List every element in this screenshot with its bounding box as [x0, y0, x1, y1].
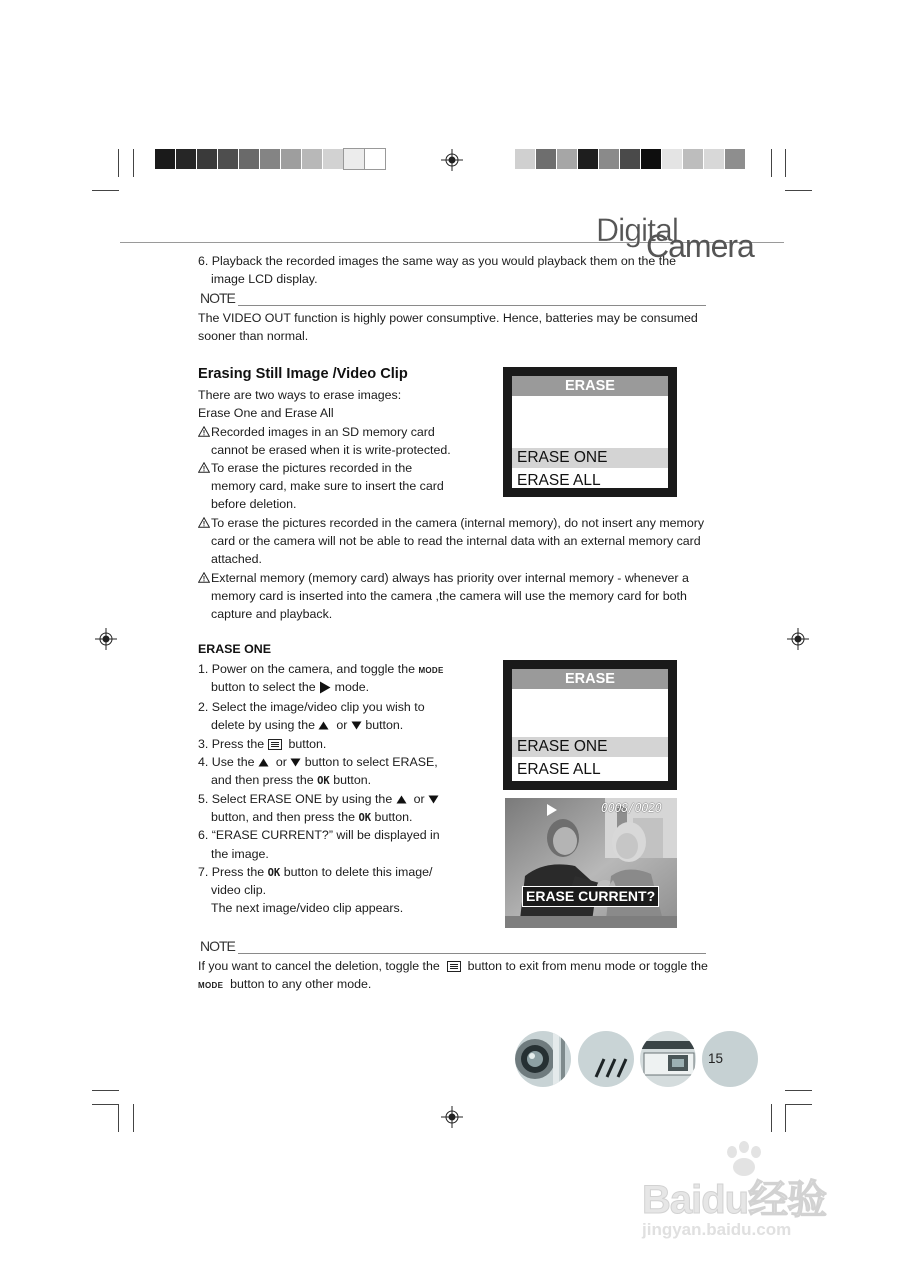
registration-mark-icon	[441, 1106, 463, 1128]
step-4-line-1: 4. Use the or button to select ERASE,	[198, 755, 438, 769]
logo-word-camera: Camera	[646, 228, 754, 264]
note-rule	[238, 305, 706, 306]
image-counter: 0008/0020	[601, 801, 662, 815]
color-swatch	[536, 149, 556, 169]
registration-mark-icon	[95, 628, 117, 650]
color-swatch	[515, 149, 535, 169]
ok-button-symbol: OK	[317, 775, 330, 787]
registration-mark-icon	[441, 149, 463, 171]
watermark-brand: Baidu经验	[642, 1178, 827, 1222]
color-swatch	[260, 149, 280, 169]
logo-word-digital: Digital	[596, 212, 678, 248]
step-1-line-2: button to select the mode.	[211, 680, 370, 694]
menu-title: ERASE	[512, 376, 668, 396]
menu-button-icon	[268, 739, 282, 750]
mode-button-symbol: MODE	[418, 666, 444, 675]
color-swatch	[683, 149, 703, 169]
step-2-line-1: 2. Select the image/video clip you wish to	[198, 700, 425, 714]
intro-line-1: 6. Playback the recorded images the same way as you would playback them on the the	[198, 254, 676, 268]
warning-4-line-1: External memory (memory card) always has priority over internal memory - whenever a	[211, 571, 689, 585]
erase-one-heading: ERASE ONE	[198, 642, 271, 656]
warning-triangle-icon	[198, 572, 210, 583]
lcd-photo-preview	[505, 798, 677, 928]
color-swatch	[704, 149, 724, 169]
warning-triangle-icon	[198, 462, 210, 473]
warning-4-line-3: capture and playback.	[211, 607, 333, 621]
erase-current-prompt: ERASE CURRENT?	[522, 886, 659, 907]
color-swatch	[176, 149, 196, 169]
color-swatch	[197, 149, 217, 169]
section-intro-1: There are two ways to erase images:	[198, 388, 402, 402]
warning-1-line-1: Recorded images in an SD memory card	[211, 425, 435, 439]
down-arrow-icon	[428, 795, 439, 804]
down-arrow-icon	[290, 758, 301, 767]
color-swatch	[155, 149, 175, 169]
warning-1-line-2: cannot be erased when it is write-protected.	[211, 443, 451, 457]
note-label: NOTE	[200, 290, 235, 306]
color-swatch	[365, 149, 385, 169]
color-swatch	[557, 149, 577, 169]
step-7-line-3: The next image/video clip appears.	[211, 901, 404, 915]
step-2-line-2: delete by using the or button.	[211, 718, 404, 732]
step-3: 3. Press the button.	[198, 737, 327, 751]
note-label: NOTE	[200, 938, 235, 954]
warning-3-line-1: To erase the pictures recorded in the camera (internal memory), do not insert any memory	[211, 516, 705, 530]
note-rule	[238, 953, 706, 954]
down-arrow-icon	[351, 721, 362, 730]
menu-item-erase-all: ERASE ALL	[517, 761, 601, 778]
color-swatch	[281, 149, 301, 169]
color-swatch	[323, 149, 343, 169]
page-number-badge	[702, 1031, 758, 1087]
warning-4-line-2: memory card is inserted into the camera ,the camera will use the memory card for both	[211, 589, 687, 603]
color-swatch	[620, 149, 640, 169]
step-5-line-2: button, and then press the OK button.	[211, 810, 413, 824]
step-5-line-1: 5. Select ERASE ONE by using the or	[198, 790, 439, 808]
color-swatch	[599, 149, 619, 169]
warning-2-line-3: before deletion.	[211, 497, 297, 511]
lcd-erase-menu-2	[503, 660, 677, 790]
step-7-line-1: 7. Press the OK button to delete this image/	[198, 865, 433, 879]
lcd-erase-menu-1	[503, 367, 677, 497]
menu-item-erase-one: ERASE ONE	[512, 448, 668, 468]
intro-line-2: image LCD display.	[211, 272, 318, 286]
note1-line-2: sooner than normal.	[198, 329, 309, 343]
warning-3-line-2: card or the camera will not be able to read the internal data with an external memory card	[211, 534, 701, 548]
color-swatch	[302, 149, 322, 169]
color-swatch	[641, 149, 661, 169]
watermark-url: jingyan.baidu.com	[642, 1220, 792, 1239]
grayscale-bar-right	[515, 149, 746, 169]
menu-item-erase-all: ERASE ALL	[517, 472, 601, 489]
footer-camera-image	[640, 1031, 696, 1087]
baidu-watermark	[640, 1140, 870, 1250]
step-1-line-1: 1. Power on the camera, and toggle the MODE	[198, 662, 444, 676]
color-swatch	[344, 149, 364, 169]
note1-line-1: The VIDEO OUT function is highly power consumptive. Hence, batteries may be consumed	[198, 311, 698, 325]
ok-button-symbol: OK	[358, 812, 372, 824]
couple-photo	[505, 798, 677, 928]
section-title: Erasing Still Image /Video Clip	[198, 366, 408, 382]
color-swatch	[239, 149, 259, 169]
footer-slash-image	[578, 1031, 634, 1087]
mode-button-symbol: MODE	[198, 981, 224, 990]
color-swatch	[662, 149, 682, 169]
color-swatch	[218, 149, 238, 169]
color-swatch	[578, 149, 598, 169]
up-arrow-icon	[396, 795, 407, 804]
menu-item-erase-one: ERASE ONE	[512, 737, 668, 757]
menu-title: ERASE	[512, 669, 668, 689]
page-number: 15	[708, 1051, 724, 1066]
warning-2-line-1: To erase the pictures recorded in the	[211, 461, 413, 475]
note2-line-1: If you want to cancel the deletion, toggle the button to exit from menu mode or toggle the	[198, 959, 708, 973]
color-swatch	[725, 149, 745, 169]
ok-button-symbol: OK	[267, 867, 281, 879]
warning-3-line-3: attached.	[211, 552, 262, 566]
step-6-line-1: 6. “ERASE CURRENT?” will be displayed in	[198, 828, 440, 842]
note2-line-2: MODE button to any other mode.	[198, 977, 372, 991]
up-arrow-icon	[318, 721, 329, 730]
warning-triangle-icon	[198, 426, 210, 437]
grayscale-bar-left	[155, 149, 386, 169]
step-4-line-2: and then press the OK button.	[211, 773, 372, 787]
warning-triangle-icon	[198, 517, 210, 528]
step-7-line-2: video clip.	[211, 883, 267, 897]
section-intro-2: Erase One and Erase All	[198, 406, 334, 420]
footer-lens-image	[515, 1031, 571, 1087]
menu-button-icon	[447, 961, 461, 972]
up-arrow-icon	[258, 758, 269, 767]
playback-icon	[319, 681, 331, 694]
warning-2-line-2: memory card, make sure to insert the card	[211, 479, 444, 493]
registration-mark-icon	[787, 628, 809, 650]
step-6-line-2: the image.	[211, 847, 269, 861]
